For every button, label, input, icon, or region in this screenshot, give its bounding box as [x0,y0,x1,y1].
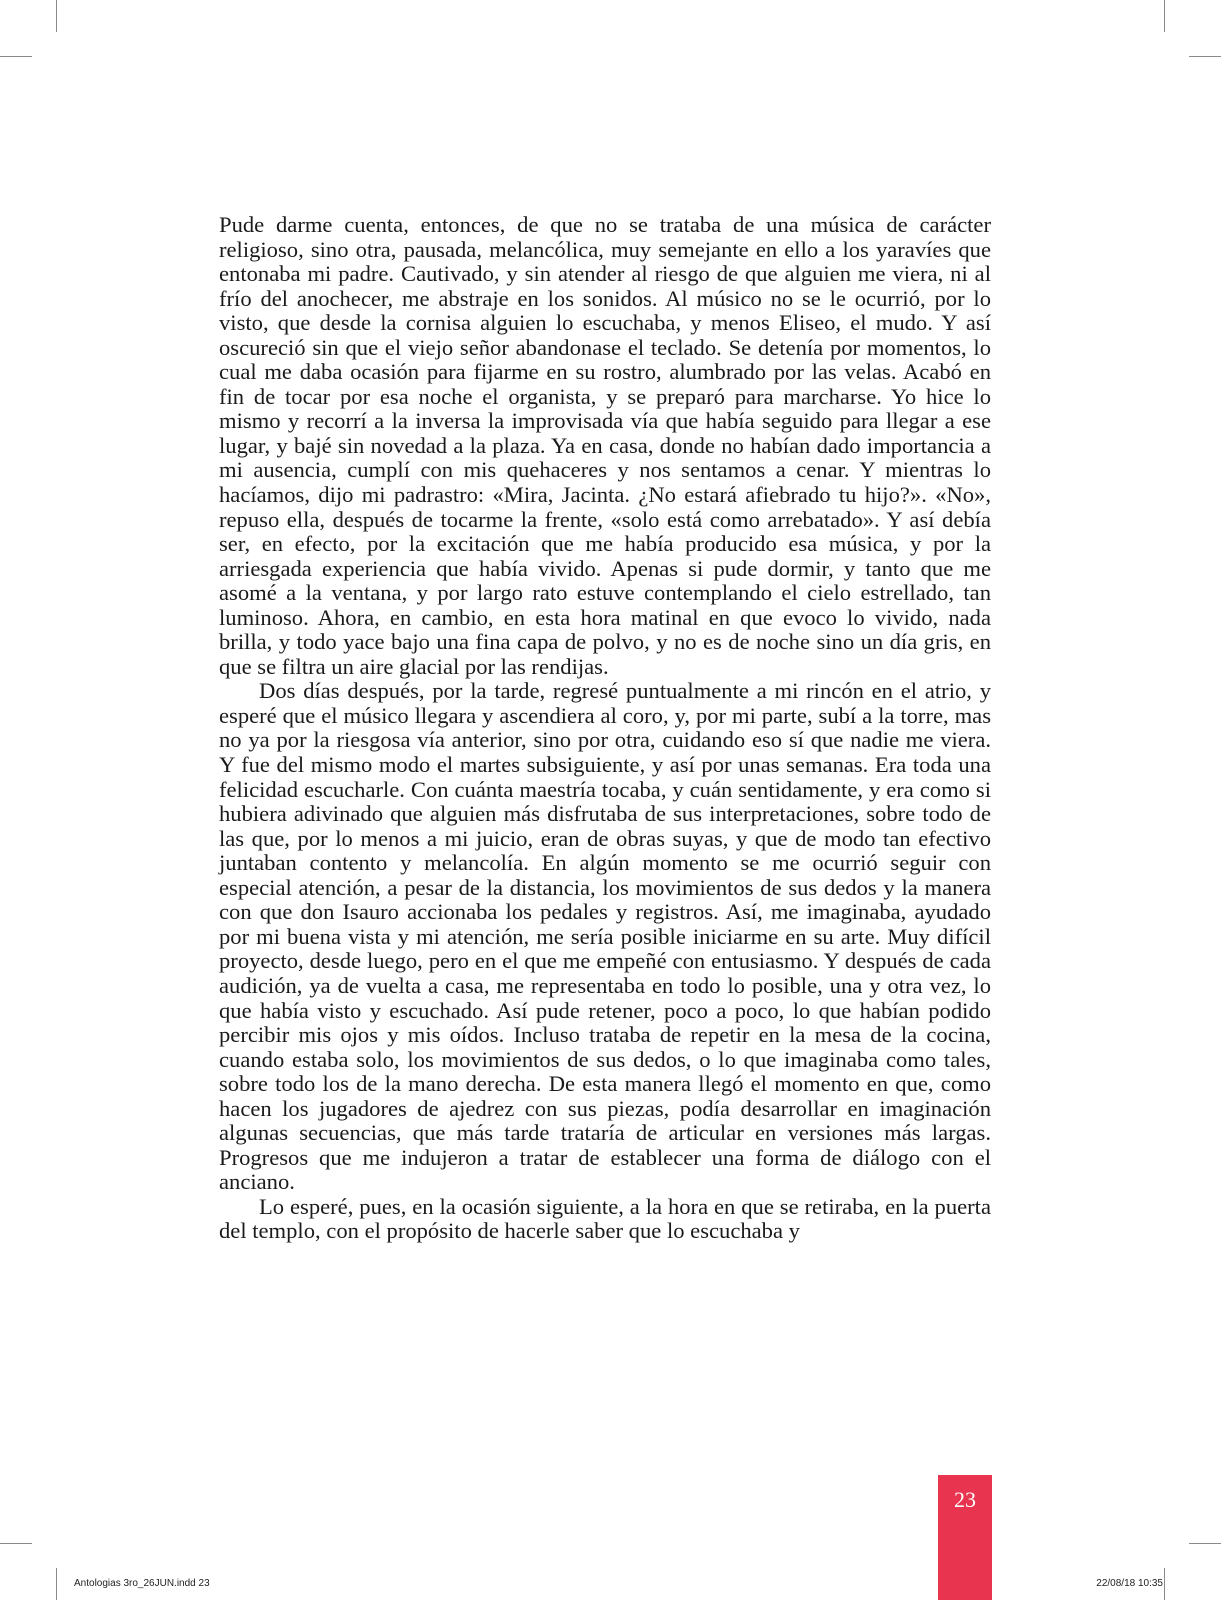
crop-mark-top-left-h [0,56,32,57]
slug-timestamp: 22/08/18 10:35 [1096,1578,1163,1589]
crop-mark-top-left [56,0,57,32]
page-number: 23 [954,1487,976,1512]
crop-mark-bottom-left-h [0,1543,32,1544]
paragraph-1: Pude darme cuenta, entonces, de que no se trataba de una música de carácter religioso, sino otra, pausada, melancólica, muy semejante en ello a los yaravíes que entonaba mi padre. Cautivado, y sin atender al riesgo de que alguien me viera, ni al frío del anochecer, me abstraje en los sonidos. Al músico no se le ocurrió, por lo visto, que desde la cornisa alguien lo escuchaba, y menos Eliseo, el mudo. Y así oscureció sin que el viejo señor abandonase el teclado. Se detenía por momentos, lo cual me daba ocasión para fijarme en su rostro, alumbrado por las velas. Acabó en fin de tocar por esa noche el organista, y se preparó para marcharse. Yo hice lo mismo y recorrí a la inversa la improvisada vía que había seguido para llegar a ese lugar, y bajé sin novedad a la plaza. Ya en casa, donde no habían dado importancia a mi ausencia, cumplí con mis quehaceres y nos sentamos a cenar. Y mientras lo hacíamos, dijo mi padrastro: «Mira, Jacinta. ¿No estará afiebrado tu hijo?». «No», repuso ella, después de tocarme la frente, «solo está como arrebatado». Y así debía ser, en efecto, por la excitación que me había producido esa música, y por la arriesgada experiencia que había vivido. Apenas si pude dormir, y tanto que me asomé a la ventana, y por largo rato estuve contemplando el cielo estrellado, tan luminoso. Ahora, en cambio, en esta hora matinal en que evoco lo vivido, nada brilla, y todo yace bajo una fina capa de polvo, y no es de noche sino un día gris, en que se filtra un aire glacial por las rendijas. [219,212,991,679]
crop-mark-top-right-h [1189,56,1221,57]
crop-mark-bottom-right [1164,1568,1165,1600]
crop-mark-bottom-right-h [1189,1543,1221,1544]
paragraph-3: Lo esperé, pues, en la ocasión siguiente, a la hora en que se retiraba, en la puerta del templo, con el propósito de hacerle saber que lo escuchaba y [219,1193,991,1244]
slug-filename: Antologias 3ro_26JUN.indd 23 [74,1578,210,1589]
paragraph-2: Dos días después, por la tarde, regresé puntualmente a mi rincón en el atrio, y esperé que el músico llegara y ascendiera al coro, y, por mi parte, subí a la torre, mas no ya por la riesgosa vía anterior, sino por otra, cuidando eso sí que nadie me viera. Y fue del mismo modo el martes subsiguiente, y así por unas semanas. Era toda una felicidad escucharle. Con cuánta maestría tocaba, y cuán sentidamente, y era como si hubiera adivinado que alguien más disfrutaba de sus interpretaciones, sobre todo de las que, por lo menos a mi juicio, eran de obras suyas, y que de modo tan efectivo juntaban contento y melancolía. En algún momento se me ocurrió seguir con especial atención, a pesar de la distancia, los movimientos de sus dedos y la manera con que don Isauro accionaba los pedales y registros. Así, me imaginaba, ayudado por mi buena vista y mi atención, me sería posible iniciarme en su arte. Muy difícil proyecto, desde luego, pero en el que me empeñé con entusiasmo. Y después de cada audición, ya de vuelta a casa, me representaba en todo lo posible, una y otra vez, lo que había visto y escuchado. Así pude retener, poco a poco, lo que habían podido percibir mis ojos y mis oídos. Incluso trataba de repetir en la mesa de la cocina, cuando estaba solo, los movimientos de sus dedos, o lo que imaginaba como tales, sobre todo los de la mano derecha. De esta manera llegó el momento en que, como hacen los jugadores de ajedrez con sus piezas, podía desarrollar en imaginación algunas secuencias, que más tarde trataría de articular en versiones más largas. Progresos que me indujeron a tratar de establecer una forma de diálogo con el anciano. [219,678,991,1195]
crop-mark-top-right [1164,0,1165,32]
crop-mark-bottom-left [56,1568,57,1600]
page-number-tab [938,1475,992,1600]
body-text [219,213,991,1244]
